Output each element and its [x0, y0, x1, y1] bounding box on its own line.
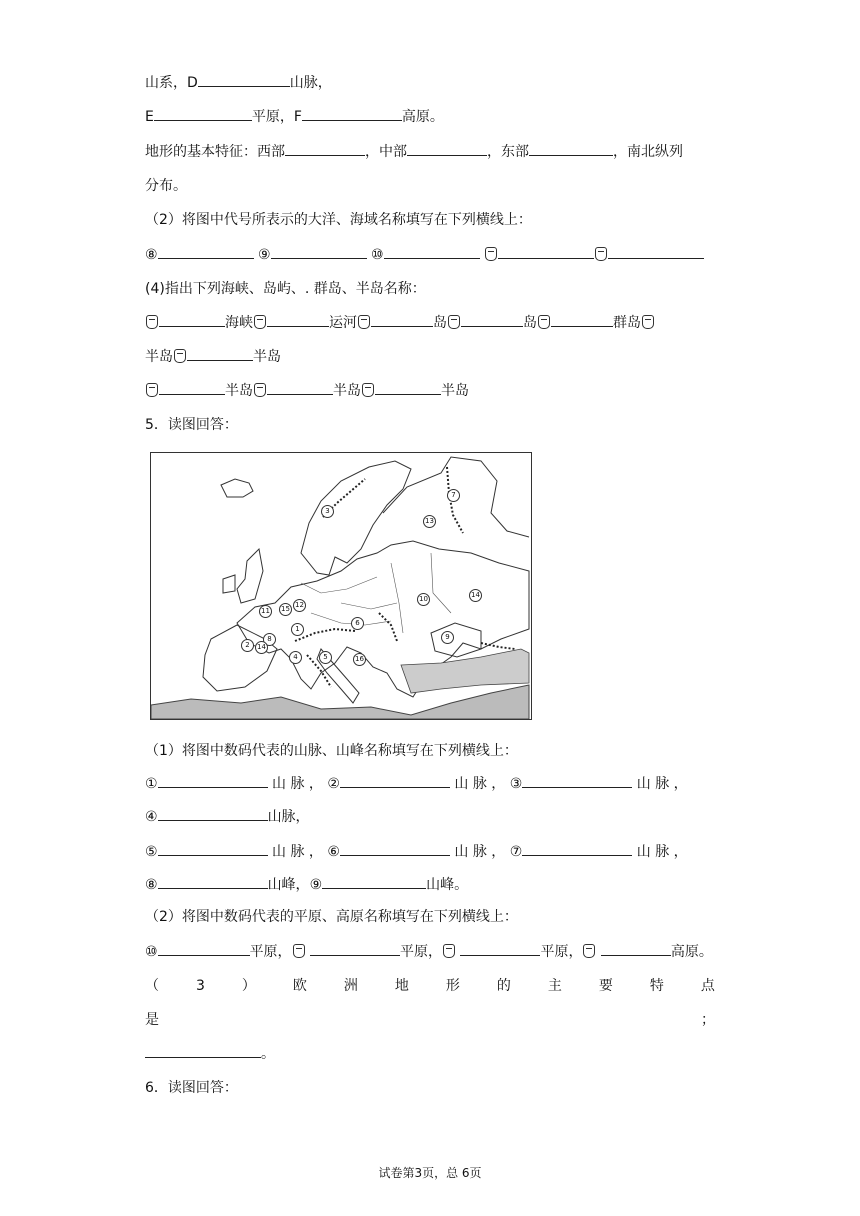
- q5-sub3-answer: [145, 1010, 715, 1030]
- garbled-glyph-icon: [485, 247, 497, 261]
- mark: ⑤: [145, 844, 158, 860]
- map-number: 6: [351, 617, 364, 630]
- mark: ④: [145, 809, 158, 825]
- label: 半岛: [145, 349, 173, 365]
- label: 平原，: [540, 944, 583, 960]
- text: ，南北纵列: [613, 144, 683, 160]
- answer-blank[interactable]: [198, 72, 290, 87]
- q5-sub1-row1: [145, 773, 688, 794]
- europe-map: [150, 452, 532, 720]
- label: 山 脉 ，: [454, 844, 506, 860]
- q5-sub2-row: [145, 941, 713, 962]
- page-footer: 试卷第3页，总 6页: [378, 1166, 482, 1180]
- label: 群岛: [613, 315, 641, 331]
- garbled-glyph-icon: [358, 315, 370, 329]
- garbled-glyph-icon: [583, 944, 595, 958]
- label: 半岛: [441, 383, 469, 399]
- answer-blank[interactable]: [522, 841, 632, 856]
- char: 特: [649, 978, 664, 994]
- label: 山 脉 ，: [636, 844, 688, 860]
- q4-sub4-row2: [145, 346, 281, 367]
- answer-blank[interactable]: [285, 141, 365, 156]
- label: 半岛: [253, 349, 281, 365]
- mark: ②: [327, 776, 340, 792]
- answer-blank[interactable]: [601, 941, 671, 956]
- q5-sub1-row3: [145, 841, 688, 862]
- q5-sub1-row2: [145, 806, 310, 827]
- answer-blank[interactable]: [522, 773, 632, 788]
- answer-blank[interactable]: [407, 141, 487, 156]
- char: 要: [598, 978, 613, 994]
- char: 点: [700, 978, 715, 994]
- label: 运河: [329, 315, 357, 331]
- label: 山脉，: [267, 809, 310, 825]
- mark: ⑦: [509, 844, 523, 860]
- map-number: 10: [417, 593, 430, 606]
- mark: ⑧: [145, 877, 158, 893]
- q5-sub3-spaced: [145, 976, 715, 996]
- europe-map-drawing: [151, 453, 531, 719]
- label: 海峡: [225, 315, 253, 331]
- label: 山 脉 ，: [272, 776, 323, 792]
- map-number: 8: [263, 633, 276, 646]
- garbled-glyph-icon: [254, 383, 266, 397]
- answer-blank[interactable]: [158, 874, 268, 889]
- garbled-glyph-icon: [146, 383, 158, 397]
- label: ；: [701, 1012, 715, 1028]
- garbled-glyph-icon: [595, 247, 607, 261]
- map-number: 14: [469, 589, 482, 602]
- garbled-glyph-icon: [642, 315, 654, 329]
- map-number: 11: [259, 605, 272, 618]
- garbled-glyph-icon: [293, 944, 305, 958]
- answer-blank[interactable]: [340, 773, 450, 788]
- q4-line-1: [145, 72, 332, 93]
- label: 岛: [433, 315, 447, 331]
- answer-blank[interactable]: [460, 941, 540, 956]
- char: 3: [196, 978, 205, 994]
- garbled-glyph-icon: [362, 383, 374, 397]
- mark: ⑨: [258, 247, 271, 263]
- garbled-glyph-icon: [443, 944, 455, 958]
- q4-sub2-title: （2）将图中代号所表示的大洋、海域名称填写在下列横线上：: [145, 212, 532, 228]
- garbled-glyph-icon: [146, 315, 158, 329]
- mark: ⑩: [145, 944, 158, 960]
- label: 山峰，: [267, 877, 310, 893]
- label: 山峰。: [426, 877, 469, 893]
- answer-blank[interactable]: [159, 312, 225, 327]
- label: 山 脉 ，: [272, 844, 323, 860]
- answer-blank[interactable]: [529, 141, 613, 156]
- mark: ⑨: [309, 877, 323, 893]
- map-number: 2: [241, 639, 254, 652]
- char: 洲: [343, 978, 358, 994]
- label: 高原。: [670, 944, 713, 960]
- map-number: 14: [255, 641, 268, 654]
- char: 形: [445, 978, 460, 994]
- q5-sub3-blank: [145, 1043, 275, 1064]
- label: 。: [261, 1046, 275, 1062]
- answer-blank[interactable]: [145, 1043, 261, 1058]
- char: 地: [394, 978, 409, 994]
- garbled-glyph-icon: [538, 315, 550, 329]
- map-number: 3: [321, 505, 334, 518]
- answer-blank[interactable]: [267, 380, 333, 395]
- mark: ③: [509, 776, 523, 792]
- map-number: 15: [279, 603, 292, 616]
- label: 半岛: [333, 383, 361, 399]
- mark: ⑧: [145, 247, 158, 263]
- answer-blank[interactable]: [608, 244, 704, 259]
- text: 山系，D: [145, 75, 198, 91]
- answer-blank[interactable]: [551, 312, 613, 327]
- answer-blank[interactable]: [158, 941, 250, 956]
- mark: ①: [145, 776, 158, 792]
- answer-blank[interactable]: [310, 941, 400, 956]
- answer-blank[interactable]: [271, 244, 367, 259]
- answer-blank[interactable]: [158, 806, 268, 821]
- char: 的: [496, 978, 511, 994]
- answer-blank[interactable]: [498, 244, 594, 259]
- map-number: 5: [319, 651, 332, 664]
- answer-blank[interactable]: [371, 312, 433, 327]
- char: （: [145, 978, 159, 994]
- map-number: 1: [291, 623, 304, 636]
- map-number: 13: [423, 515, 436, 528]
- q5-sub2-title: （2）将图中数码代表的平原、高原名称填写在下列横线上：: [145, 909, 518, 925]
- map-number: 7: [447, 489, 460, 502]
- q4-line-3: [145, 141, 683, 162]
- map-number: 4: [289, 651, 302, 664]
- label: 是: [145, 1012, 159, 1028]
- q5-sub1-row4: [145, 874, 468, 895]
- text: E: [145, 109, 154, 125]
- label: 平原，: [249, 944, 292, 960]
- q4-sub4-title: (4)指出下列海峡、岛屿、. 群岛、半岛名称：: [145, 281, 426, 297]
- map-number: 12: [293, 599, 306, 612]
- label: 山 脉 ，: [636, 776, 688, 792]
- text: 山脉，: [289, 75, 332, 91]
- answer-blank[interactable]: [461, 312, 523, 327]
- answer-blank[interactable]: [187, 346, 253, 361]
- answer-blank[interactable]: [158, 773, 268, 788]
- q4-line-4: 分布。: [145, 178, 187, 194]
- answer-blank[interactable]: [158, 244, 254, 259]
- answer-blank[interactable]: [159, 380, 225, 395]
- char: ）: [241, 978, 256, 994]
- label: 岛: [523, 315, 537, 331]
- text: ，东部: [487, 144, 529, 160]
- answer-blank[interactable]: [302, 106, 402, 121]
- text: 地形的基本特征：西部: [145, 144, 285, 160]
- map-number: 9: [441, 631, 454, 644]
- answer-blank[interactable]: [384, 244, 480, 259]
- garbled-glyph-icon: [254, 315, 266, 329]
- mark: ⑥: [327, 844, 340, 860]
- char: 欧: [292, 978, 307, 994]
- label: 山 脉 ，: [454, 776, 506, 792]
- q5-title: 5．读图回答：: [145, 417, 238, 433]
- answer-blank[interactable]: [375, 380, 441, 395]
- mark: ⑩: [371, 247, 384, 263]
- q4-sub2-answers: [145, 244, 704, 265]
- text: 平原，F: [251, 109, 302, 125]
- answer-blank[interactable]: [158, 841, 268, 856]
- map-number: 16: [353, 653, 366, 666]
- answer-blank[interactable]: [267, 312, 329, 327]
- q4-line-2: [145, 106, 444, 127]
- answer-blank[interactable]: [154, 106, 252, 121]
- label: 半岛: [225, 383, 253, 399]
- text: 高原。: [401, 109, 444, 125]
- text: ，中部: [365, 144, 407, 160]
- label: 平原，: [400, 944, 443, 960]
- q4-sub4-row3: [145, 380, 469, 401]
- answer-blank[interactable]: [340, 841, 450, 856]
- garbled-glyph-icon: [174, 349, 186, 363]
- q4-sub4-row1: [145, 312, 655, 333]
- answer-blank[interactable]: [322, 874, 426, 889]
- char: 主: [547, 978, 562, 994]
- garbled-glyph-icon: [448, 315, 460, 329]
- q5-sub1-title: （1）将图中数码代表的山脉、山峰名称填写在下列横线上：: [145, 743, 518, 759]
- q6-title: 6．读图回答：: [145, 1080, 238, 1096]
